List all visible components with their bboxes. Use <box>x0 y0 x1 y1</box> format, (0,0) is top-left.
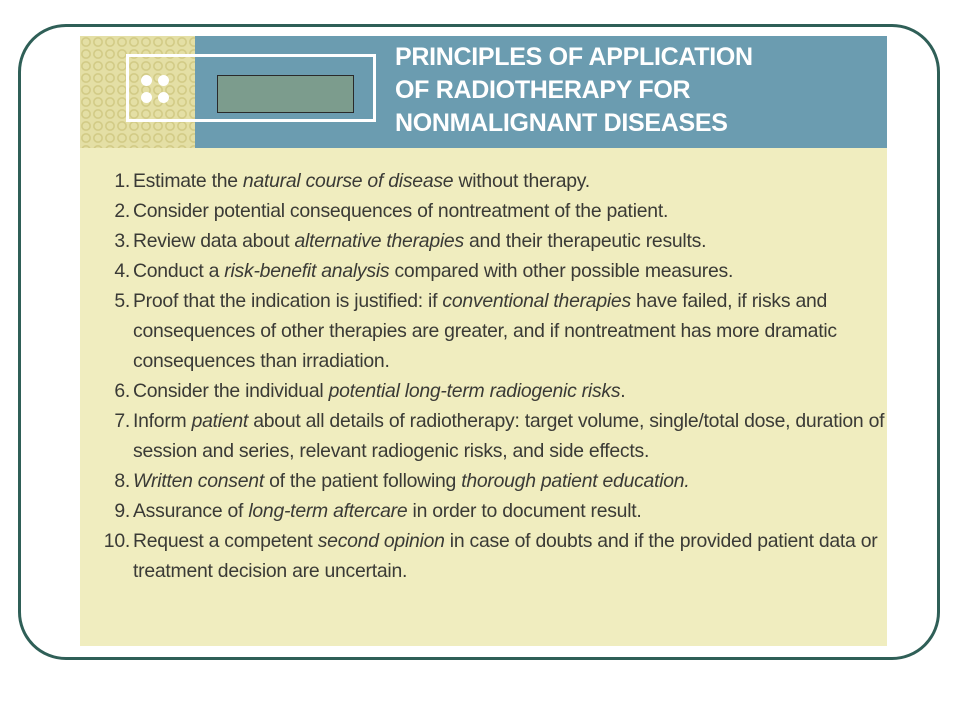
list-item <box>100 256 890 286</box>
text-segment: Consider the individual <box>133 380 329 402</box>
item-number: 10. <box>103 530 130 552</box>
page-title: PRINCIPLES OF APPLICATION OF RADIOTHERAPY FOR NONMALIGNANT DISEASES <box>395 43 753 137</box>
text-segment: Proof that the indication is justified: if <box>133 290 443 312</box>
item-number: 7. <box>114 410 130 432</box>
list-item <box>100 376 890 406</box>
emphasis-text: Written consent <box>133 470 264 492</box>
item-number: 5. <box>114 290 130 312</box>
text-segment: compared with other possible measures. <box>389 260 734 282</box>
item-text <box>133 380 625 402</box>
text-segment: about all details of radiotherapy: target volume, single/total dose, duration of session and series, relevant radiogenic risks, and side effects. <box>133 410 885 462</box>
text-segment: . <box>620 380 626 402</box>
item-number: 8. <box>114 470 130 492</box>
text-segment: Assurance of <box>133 500 249 522</box>
item-number: 4. <box>114 260 130 282</box>
item-text <box>133 410 884 462</box>
emphasis-text: long-term aftercare <box>248 500 408 522</box>
text-segment: Conduct a <box>133 260 225 282</box>
emphasis-text: patient <box>191 410 249 432</box>
list-item <box>100 226 890 256</box>
image-placeholder-box <box>217 75 354 113</box>
emphasis-text: second opinion <box>317 530 445 552</box>
item-number: 6. <box>114 380 130 402</box>
emphasis-text: thorough patient education. <box>461 470 690 492</box>
item-number: 3. <box>114 230 130 252</box>
list-item <box>100 166 890 196</box>
text-segment: and their therapeutic results. <box>463 230 707 252</box>
emphasis-text: potential long-term radiogenic risks <box>328 380 621 402</box>
text-segment: in order to document result. <box>407 500 642 522</box>
text-segment: of the patient following <box>263 470 462 492</box>
text-segment: Consider potential consequences of nontreatment of the patient. <box>133 200 669 222</box>
item-number: 1. <box>114 170 130 192</box>
principles-list <box>100 166 890 586</box>
text-segment: in case of doubts and if the provided patient data or treatment decision are uncertain. <box>133 530 878 582</box>
four-dots-icon <box>141 75 171 105</box>
text-segment: Inform <box>133 410 192 432</box>
text-segment: without therapy. <box>453 170 590 192</box>
text-segment: Estimate the <box>133 170 243 192</box>
list-item <box>100 496 890 526</box>
emphasis-text: natural course of disease <box>242 170 454 192</box>
list-item <box>100 286 890 376</box>
emphasis-text: conventional therapies <box>442 290 631 312</box>
text-segment: Review data about <box>133 230 295 252</box>
list-item <box>100 406 890 466</box>
text-segment: Request a competent <box>133 530 318 552</box>
item-text <box>133 170 590 192</box>
item-number: 2. <box>114 200 130 222</box>
list-item <box>100 196 890 226</box>
item-text <box>133 200 668 222</box>
item-text <box>133 230 706 252</box>
emphasis-text: risk-benefit analysis <box>224 260 390 282</box>
list-item <box>100 466 890 496</box>
emphasis-text: alternative therapies <box>294 230 464 252</box>
item-text <box>133 500 642 522</box>
header-badge <box>126 54 376 122</box>
list-item <box>100 526 890 586</box>
item-number: 9. <box>114 500 130 522</box>
text-segment: have failed, if risks and consequences of other therapies are greater, and if nontreatment has more dramatic consequences than irradiation. <box>133 290 837 372</box>
item-text <box>133 290 837 372</box>
item-text <box>133 470 689 492</box>
panel-header <box>80 36 887 148</box>
item-text <box>133 530 877 582</box>
item-text <box>133 260 733 282</box>
principles-panel <box>80 36 887 646</box>
